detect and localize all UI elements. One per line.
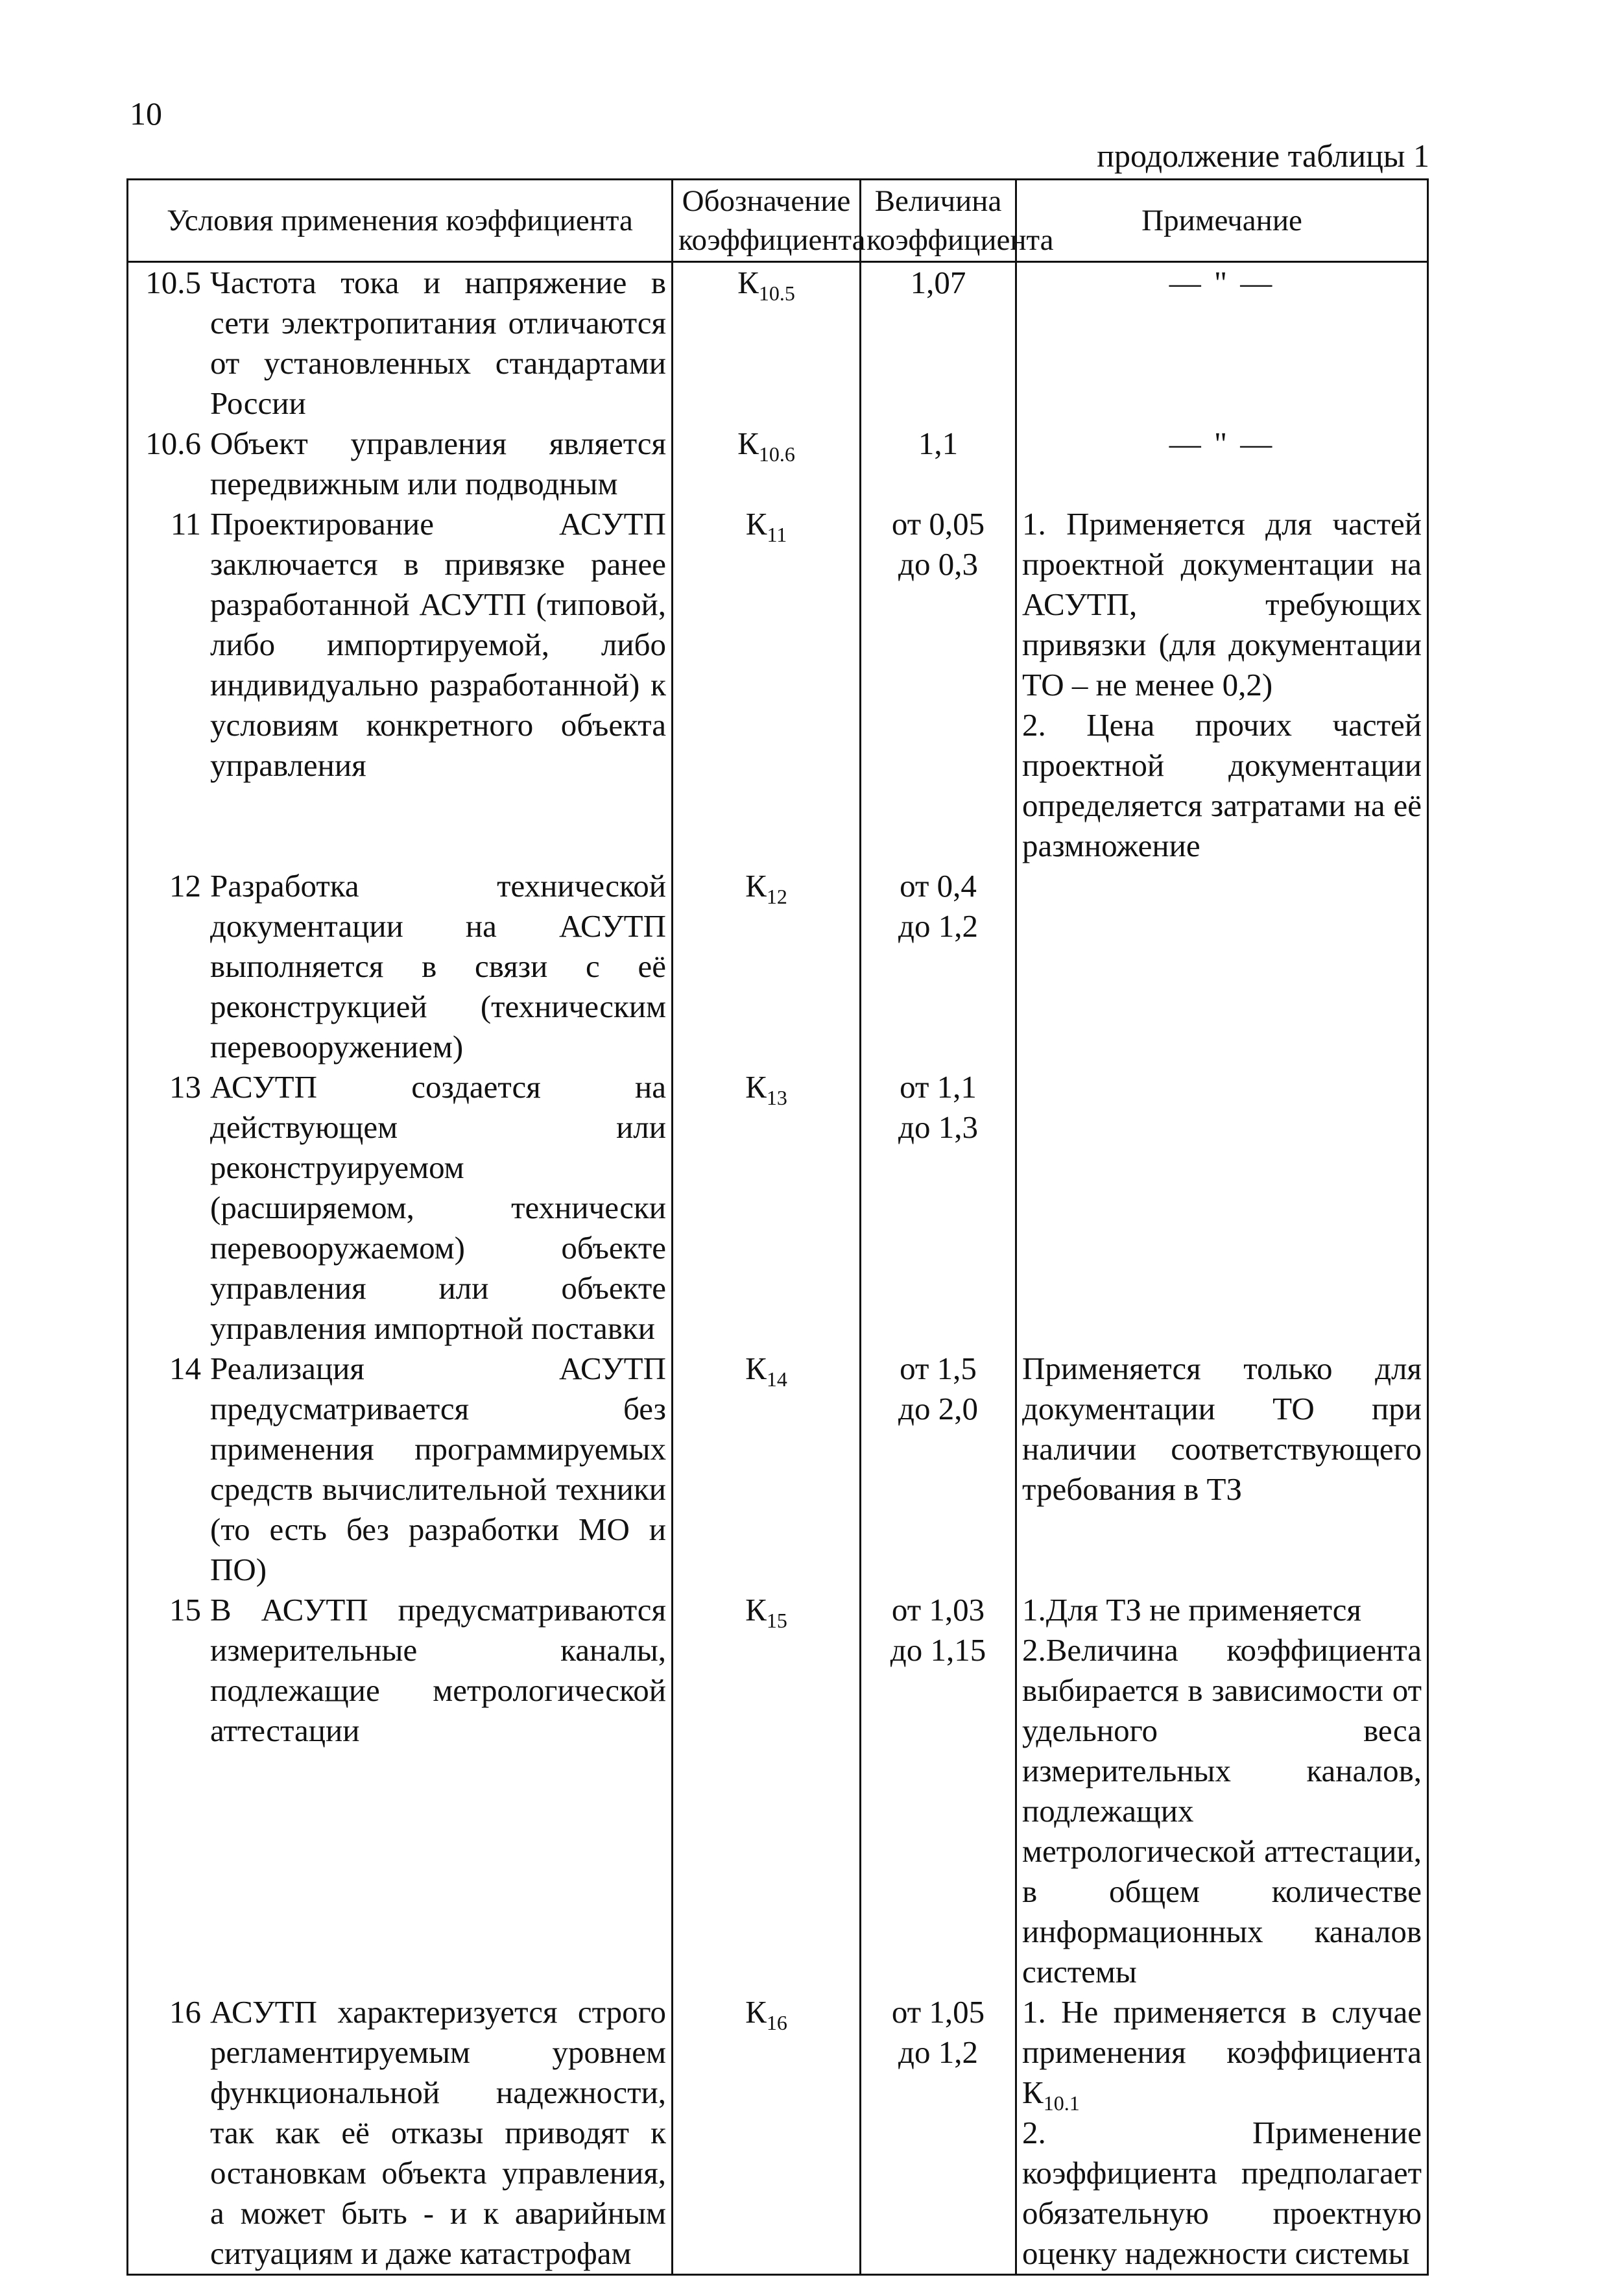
note-text [1022,1992,1422,2113]
condition-text: В АСУТП предусматриваются измерительные каналы, подлежащие метрологической аттестации [210,1592,666,1748]
value-line: до 1,2 [898,2034,978,2070]
symbol-subscript: 13 [766,1085,787,1109]
row-number: 15 [169,1592,201,1628]
symbol-base: К [745,1351,767,1386]
row-number: 12 [169,868,201,904]
condition-cell [128,1067,673,1349]
symbol-base: К [745,1592,767,1628]
value-cell [861,1349,1016,1590]
table-header-row [128,180,1428,262]
symbol-cell [673,424,861,504]
header-condition: Условия применения коэффициента [128,180,673,262]
value-cell [861,504,1016,866]
value-line: до 2,0 [898,1391,978,1426]
table-continuation-label: продолжение таблицы 1 [1097,138,1429,174]
symbol-base: К [745,506,767,542]
table-row [128,1590,1428,1992]
value-line: до 1,15 [890,1632,986,1668]
value-line: 1,07 [910,265,966,300]
note-text: 2.Величина коэффициента выбирается в зависимости от удельного веса измерительных каналов, подлежащих метрологической аттестации, в общем количестве информационных каналов системы [1022,1632,1422,1990]
value-cell [861,262,1016,424]
condition-text: Разработка технической документации на АСУТП выполняется в связи с её реконструкцией (техническим перевооружением) [210,868,666,1065]
note-text: Применяется только для документации ТО при наличии соответствующего требования в ТЗ [1022,1351,1422,1507]
symbol-base: К [745,1994,767,2030]
condition-cell [128,504,673,866]
condition-text: АСУТП характеризуется строго регламентируемым уровнем функциональной надежности, так как её отказы приводят к остановкам объекта управления, а может быть - и к аварийным ситуациям и даже катастрофам [210,1994,666,2271]
row-number: 10.6 [145,426,201,461]
condition-text: Частота тока и напряжение в сети электропитания отличаются от установленных стандартами России [210,265,666,421]
symbol-subscript: 11 [767,522,787,546]
value-line: от 1,5 [900,1351,977,1386]
value-line: от 1,03 [891,1592,985,1628]
symbol-cell [673,504,861,866]
table-row [128,1992,1428,2275]
symbol-subscript: 10.6 [758,442,795,466]
value-line: 1,1 [918,426,959,461]
value-line: от 0,05 [891,506,985,542]
value-line: от 1,1 [900,1069,977,1105]
symbol-cell [673,866,861,1067]
symbol-cell [673,1590,861,1992]
value-cell [861,1992,1016,2275]
note-cell [1016,1590,1428,1992]
note-text: 2. Применение коэффициента предполагает обязательную проектную оценку надежности системы [1022,2115,1422,2271]
coefficients-table [126,178,1429,2276]
value-line: до 1,2 [898,908,978,944]
value-cell [861,1590,1016,1992]
row-number: 10.5 [145,265,201,300]
symbol-base: К [745,868,767,904]
symbol-subscript: 15 [766,1608,787,1632]
condition-cell [128,1590,673,1992]
symbol-base: К [737,426,759,461]
condition-cell [128,1349,673,1590]
symbol-cell [673,1992,861,2275]
note-cell [1016,262,1428,424]
note-cell [1016,1349,1428,1590]
row-number: 16 [169,1994,201,2030]
table-row [128,262,1428,424]
symbol-base: К [737,265,759,300]
header-note: Примечание [1016,180,1428,262]
condition-cell [128,262,673,424]
ditto-mark: — " — [1169,265,1275,300]
note-text: 2. Цена прочих частей проектной документации определяется затратами на её размножение [1022,707,1422,863]
header-symbol: Обозначение коэффициента [673,180,861,262]
note-text-part: 1. Не применяется в случае применения коэффициента К [1022,1994,1422,2110]
value-cell [861,424,1016,504]
note-cell [1016,424,1428,504]
row-number: 14 [169,1351,201,1386]
value-line: до 1,3 [898,1109,978,1145]
value-cell [861,866,1016,1067]
table-row [128,1349,1428,1590]
condition-text: Проектирование АСУТП заключается в привязке ранее разработанной АСУТП (типовой, либо импортируемой, либо индивидуально разработанной) к условиям конкретного объекта управления [210,506,666,783]
condition-cell [128,424,673,504]
value-line: от 1,05 [891,1994,985,2030]
condition-text: АСУТП создается на действующем или реконструируемом (расширяемом, технически перевооружаемом) объекте управления или объекте управления импортной поставки [210,1069,666,1346]
table-row [128,424,1428,504]
row-number: 11 [170,506,201,542]
table-row [128,504,1428,866]
symbol-base: К [745,1069,767,1105]
symbol-subscript: 12 [766,884,787,908]
page-number: 10 [130,95,162,132]
value-line: от 0,4 [900,868,977,904]
row-number: 13 [169,1069,201,1105]
note-cell [1016,1067,1428,1349]
symbol-cell [673,262,861,424]
value-cell [861,1067,1016,1349]
header-value: Величина коэффициента [861,180,1016,262]
symbol-subscript: 10.5 [758,281,795,305]
note-cell [1016,866,1428,1067]
note-subscript: 10.1 [1043,2091,1080,2115]
symbol-subscript: 14 [766,1367,787,1391]
symbol-cell [673,1349,861,1590]
table-row [128,866,1428,1067]
ditto-mark: — " — [1169,426,1275,461]
condition-text: Объект управления является передвижным или подводным [210,426,666,501]
note-cell [1016,504,1428,866]
value-line: до 0,3 [898,546,978,582]
condition-text: Реализация АСУТП предусматривается без применения программируемых средств вычислительной техники (то есть без разработки МО и ПО) [210,1351,666,1587]
condition-cell [128,1992,673,2275]
condition-cell [128,866,673,1067]
symbol-subscript: 16 [766,2010,787,2034]
note-cell [1016,1992,1428,2275]
note-text: 1.Для ТЗ не применяется [1022,1592,1361,1628]
symbol-cell [673,1067,861,1349]
table-row [128,1067,1428,1349]
note-text: 1. Применяется для частей проектной документации на АСУТП, требующих привязки (для документации ТО – не менее 0,2) [1022,506,1422,703]
